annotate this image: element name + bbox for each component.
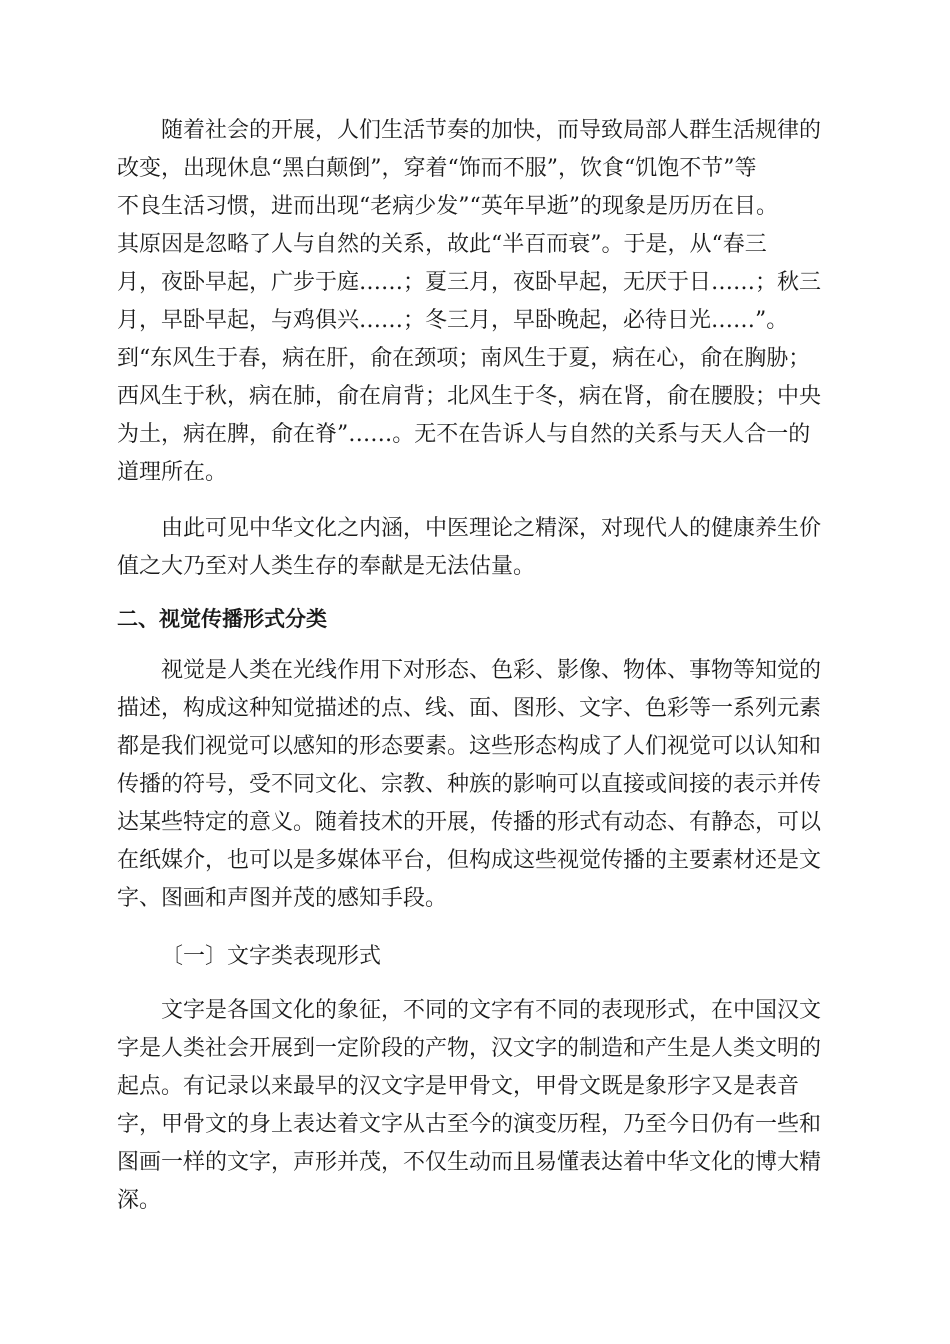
- text-line: 为土，病在脾，俞在脊”……。无不在告诉人与自然的关系与天人合一的: [117, 422, 811, 447]
- text-line: 字，甲骨文的身上表达着文字从古至今的演变历程，乃至今日仍有一些和: [117, 1112, 822, 1137]
- section-heading: 二、视觉传播形式分类: [117, 607, 327, 631]
- text-line: 字是人类社会开展到一定阶段的产物，汉文字的制造和产生是人类文明的: [117, 1036, 822, 1061]
- text-line: 在纸媒介，也可以是多媒体平台，但构成这些视觉传播的主要素材还是文: [117, 848, 822, 873]
- text-line: 到“东风生于春，病在肝，俞在颈项；南风生于夏，病在心，俞在胸胁；: [117, 346, 811, 371]
- text-line: 道理所在。: [117, 460, 228, 485]
- text-line: 起点。有记录以来最早的汉文字是甲骨文，甲骨文既是象形字又是表音: [117, 1074, 800, 1099]
- text-line: 视觉是人类在光线作用下对形态、色彩、影像、物体、事物等知觉的: [161, 658, 822, 683]
- text-line: 字、图画和声图并茂的感知手段。: [117, 886, 448, 911]
- text-line: 其原因是忽略了人与自然的关系，故此“半百而衰”。于是，从“春三: [117, 232, 767, 257]
- text-line: 月，夜卧早起，广步于庭……；夏三月，夜卧早起，无厌于日……；秋三: [117, 270, 822, 295]
- text-line: 改变，出现休息“黑白颠倒”，穿着“饰而不服”，饮食“饥饱不节”等: [117, 156, 757, 181]
- text-line: 不良生活习惯，进而出现“老病少发”“英年早逝”的现象是历历在目。: [117, 194, 778, 219]
- text-line: 文字是各国文化的象征，不同的文字有不同的表现形式，在中国汉文: [161, 998, 822, 1023]
- text-line: 随着社会的开展，人们生活节奏的加快，而导致局部人群生活规律的: [161, 118, 822, 143]
- text-line: 由此可见中华文化之内涵，中医理论之精深，对现代人的健康养生价: [161, 516, 822, 541]
- text-line: 月，早卧早起，与鸡俱兴……；冬三月，早卧晚起，必待日光……”。: [117, 308, 789, 333]
- text-line: 西风生于秋，病在肺，俞在肩背；北风生于冬，病在肾，俞在腰股；中央: [117, 384, 822, 409]
- text-line: 图画一样的文字，声形并茂，不仅生动而且易懂表达着中华文化的博大精: [117, 1150, 822, 1175]
- text-line: 深。: [117, 1188, 162, 1213]
- text-line: 描述，构成这种知觉描述的点、线、面、图形、文字、色彩等一系列元素: [117, 696, 822, 721]
- text-line: 达某些特定的意义。随着技术的开展，传播的形式有动态、有静态，可以: [117, 810, 822, 835]
- text-line: 都是我们视觉可以感知的形态要素。这些形态构成了人们视觉可以认知和: [117, 734, 822, 759]
- text-line: 值之大乃至对人类生存的奉献是无法估量。: [117, 554, 536, 579]
- text-line: 传播的符号，受不同文化、宗教、种族的影响可以直接或间接的表示并传: [117, 772, 822, 797]
- subsection-heading: 〔一〕文字类表现形式: [161, 944, 382, 969]
